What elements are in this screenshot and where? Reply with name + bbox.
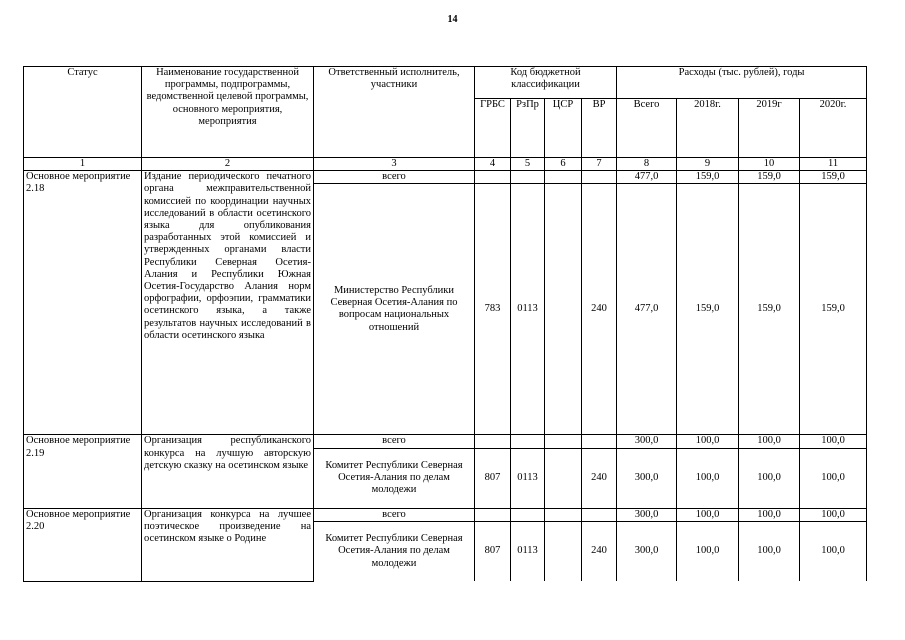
vr-cell: 240 <box>582 184 617 435</box>
sum-cell: 300,0 <box>617 435 677 448</box>
column-number: 11 <box>800 158 867 171</box>
status-cell: Основное мероприятие 2.18 <box>24 171 142 435</box>
vr-cell <box>582 171 617 184</box>
status-cell: Основное мероприятие 2.20 <box>24 508 142 581</box>
column-number: 8 <box>617 158 677 171</box>
header-expenses: Расходы (тыс. рублей), годы <box>617 67 867 99</box>
rzpr-cell <box>511 171 545 184</box>
total-label: всего <box>314 435 475 448</box>
year-2019-cell: 159,0 <box>739 184 800 435</box>
name-cell: Издание периодического печатного органа межправительственной комиссией по координации научных исследований в области осетинского языка для опубликования разработанных этой комиссией и утвержденных органами власти Республики Северная Осетия-Алания и Республики Южная Осетия-Государство Алания норм орфографии, орфоэпии, грамматики осетинского языка, а также результатов научных исследований в области осетинского языка <box>142 171 314 435</box>
table-row-total <box>24 508 867 521</box>
csr-cell <box>545 171 582 184</box>
year-2019-cell: 159,0 <box>739 171 800 184</box>
executor-cell: Министерство Республики Северная Осетия-Алания по вопросам национальных отношений <box>314 184 475 435</box>
column-number: 3 <box>314 158 475 171</box>
year-2020-cell: 100,0 <box>800 521 867 581</box>
year-2018-cell: 159,0 <box>677 184 739 435</box>
rzpr-cell: 0113 <box>511 448 545 508</box>
vr-cell: 240 <box>582 521 617 581</box>
page-number: 14 <box>447 14 458 25</box>
grbs-cell <box>475 171 511 184</box>
grbs-cell: 807 <box>475 521 511 581</box>
sum-cell: 477,0 <box>617 184 677 435</box>
column-number: 10 <box>739 158 800 171</box>
csr-cell <box>545 448 582 508</box>
header-budget-code: Код бюджетной классификации <box>475 67 617 99</box>
table-row-total <box>24 435 867 448</box>
year-2019-cell: 100,0 <box>739 448 800 508</box>
header-year-2020: 2020г. <box>800 99 867 158</box>
csr-cell <box>545 508 582 521</box>
year-2020-cell: 159,0 <box>800 171 867 184</box>
header-name: Наименование государственной программы, подпрограммы, ведомственной целевой программы, основного мероприятия, мероприятия <box>142 67 314 158</box>
sum-cell: 477,0 <box>617 171 677 184</box>
executor-cell: Комитет Республики Северная Осетия-Алания по делам молодежи <box>314 521 475 581</box>
year-2018-cell: 159,0 <box>677 171 739 184</box>
csr-cell <box>545 435 582 448</box>
column-number: 2 <box>142 158 314 171</box>
rzpr-cell: 0113 <box>511 521 545 581</box>
budget-table <box>23 66 867 582</box>
header-year-2018: 2018г. <box>677 99 739 158</box>
column-number: 6 <box>545 158 582 171</box>
vr-cell <box>582 508 617 521</box>
status-cell: Основное мероприятие 2.19 <box>24 435 142 508</box>
column-number: 4 <box>475 158 511 171</box>
vr-cell <box>582 435 617 448</box>
sum-cell: 300,0 <box>617 521 677 581</box>
header-responsible: Ответственный исполнитель, участники <box>314 67 475 158</box>
header-vr: ВР <box>582 99 617 158</box>
year-2020-cell: 100,0 <box>800 448 867 508</box>
total-label: всего <box>314 508 475 521</box>
header-grbs: ГРБС <box>475 99 511 158</box>
year-2018-cell: 100,0 <box>677 435 739 448</box>
name-cell: Организация республиканского конкурса на лучшую авторскую детскую сказку на осетинском языке <box>142 435 314 508</box>
grbs-cell: 783 <box>475 184 511 435</box>
year-2019-cell: 100,0 <box>739 508 800 521</box>
year-2018-cell: 100,0 <box>677 521 739 581</box>
total-label: всего <box>314 171 475 184</box>
year-2020-cell: 100,0 <box>800 508 867 521</box>
vr-cell: 240 <box>582 448 617 508</box>
year-2020-cell: 100,0 <box>800 435 867 448</box>
executor-cell: Комитет Республики Северная Осетия-Алания по делам молодежи <box>314 448 475 508</box>
rzpr-cell: 0113 <box>511 184 545 435</box>
name-cell: Организация конкурса на лучшее поэтическое произведение на осетинском языке о Родине <box>142 508 314 581</box>
sum-cell: 300,0 <box>617 448 677 508</box>
year-2018-cell: 100,0 <box>677 508 739 521</box>
csr-cell <box>545 521 582 581</box>
csr-cell <box>545 184 582 435</box>
header-csr: ЦСР <box>545 99 582 158</box>
rzpr-cell <box>511 508 545 521</box>
table-row-total <box>24 171 867 184</box>
year-2018-cell: 100,0 <box>677 448 739 508</box>
header-rzpr: РзПр <box>511 99 545 158</box>
column-number-row <box>24 158 867 171</box>
year-2019-cell: 100,0 <box>739 435 800 448</box>
column-number: 5 <box>511 158 545 171</box>
grbs-cell <box>475 435 511 448</box>
grbs-cell: 807 <box>475 448 511 508</box>
year-2019-cell: 100,0 <box>739 521 800 581</box>
header-year-2019: 2019г <box>739 99 800 158</box>
header-status: Статус <box>24 67 142 158</box>
header-total: Всего <box>617 99 677 158</box>
header-row-1 <box>24 67 867 99</box>
column-number: 9 <box>677 158 739 171</box>
rzpr-cell <box>511 435 545 448</box>
year-2020-cell: 159,0 <box>800 184 867 435</box>
grbs-cell <box>475 508 511 521</box>
column-number: 1 <box>24 158 142 171</box>
column-number: 7 <box>582 158 617 171</box>
sum-cell: 300,0 <box>617 508 677 521</box>
